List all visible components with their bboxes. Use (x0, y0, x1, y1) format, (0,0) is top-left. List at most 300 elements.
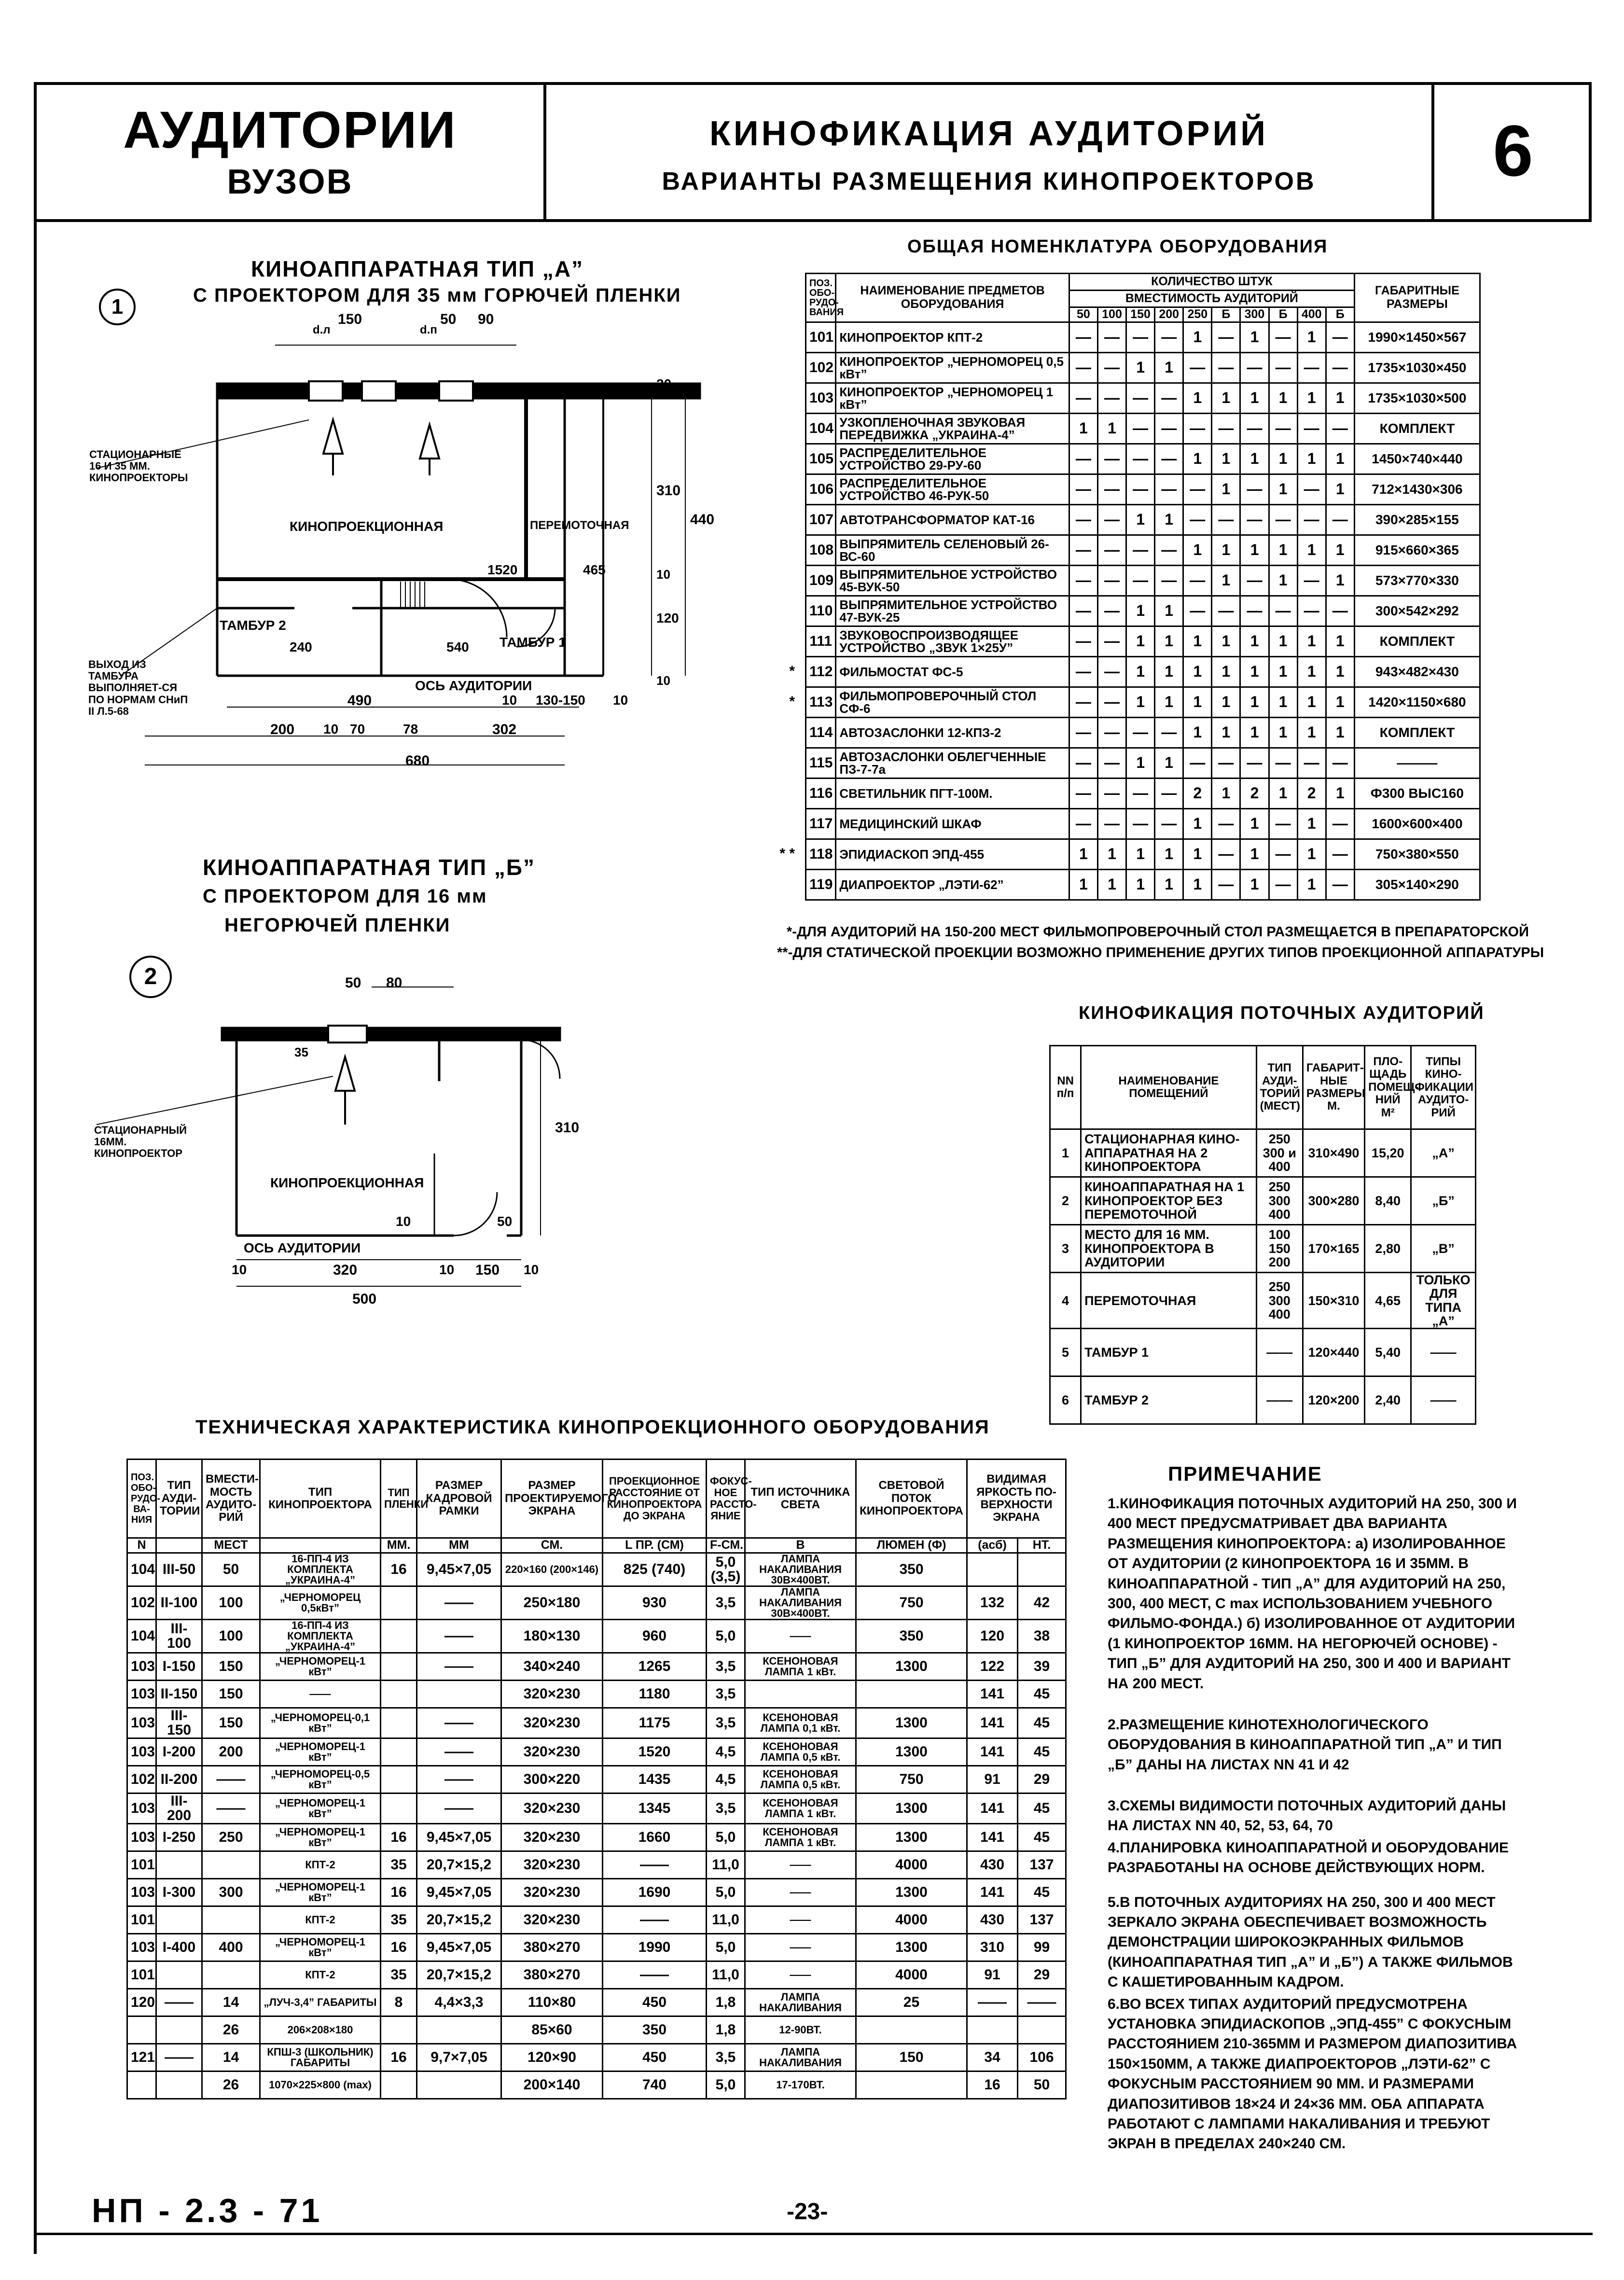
quantity-cell: 1 (1269, 474, 1297, 504)
dimension-label: 120 (656, 611, 679, 626)
data-cell (156, 1851, 202, 1878)
data-cell (381, 1653, 417, 1680)
quantity-cell: — (1269, 596, 1297, 626)
sheet-number: 6 (1493, 110, 1533, 191)
plan-a-room-vestibule-2: ТАМБУР 2 (220, 618, 286, 633)
notes-title: ПРИМЕЧАНИЕ (1168, 1462, 1322, 1485)
plan-a-drawing (82, 309, 709, 796)
data-cell: III-150 (156, 1708, 202, 1738)
data-cell: „ЧЕРНОМОРЕЦ-1 кВт” (260, 1653, 381, 1680)
dimension-label: 680 (405, 753, 430, 769)
data-cell (381, 2016, 417, 2044)
dimensions-cell: 305×140×290 (1354, 869, 1480, 900)
quantity-cell: — (1212, 808, 1240, 839)
column-header: ТИП ИСТОЧНИКА СВЕТА (745, 1460, 856, 1538)
column-header: СВЕТОВОЙ ПОТОК КИНОПРОЕКТОРА (856, 1460, 967, 1538)
quantity-cell: — (1126, 808, 1155, 839)
quantity-cell: 1 (1297, 535, 1326, 565)
data-cell: 137 (1018, 1906, 1066, 1933)
data-cell: 740 (603, 2071, 707, 2099)
data-cell (127, 2071, 156, 2099)
data-cell: 1175 (603, 1708, 707, 1738)
data-cell: 350 (856, 1619, 967, 1653)
position-cell: 115 (806, 748, 836, 778)
data-cell: 141 (967, 1878, 1018, 1906)
table-row (806, 322, 1480, 352)
position-cell: 109 (806, 565, 836, 596)
dimensions-cell: 573×770×330 (1354, 565, 1480, 596)
position-cell: 105 (806, 444, 836, 474)
item-name-cell: ВЫПРЯМИТЕЛЬНОЕ УСТРОЙСТВО 47-ВУК-25 (836, 596, 1069, 626)
column-header: ПРОЕКЦИОННОЕ РАССТОЯНИЕ ОТ КИНОПРОЕКТОРА ДО ЭКРАНА (603, 1460, 707, 1538)
quantity-cell: 1 (1155, 596, 1183, 626)
unit-header: МЕСТ (202, 1538, 260, 1553)
quantity-cell: 1 (1240, 444, 1269, 474)
table-row (127, 1793, 1066, 1823)
data-cell: 102 (127, 1766, 156, 1793)
quantity-cell: 1 (1183, 322, 1212, 352)
table-row (806, 383, 1480, 413)
footer-page-number: -23- (787, 2199, 828, 2224)
quantity-cell: — (1069, 535, 1097, 565)
quantity-cell: 1 (1269, 687, 1297, 717)
data-cell: 1520 (603, 1738, 707, 1766)
quantity-cell: 1 (1269, 383, 1297, 413)
quantity-cell: 1 (1326, 717, 1354, 748)
data-cell: 825 (740) (603, 1553, 707, 1586)
table-row (1050, 1329, 1476, 1376)
data-cell: 8 (381, 1988, 417, 2016)
dimensions-cell: 750×380×550 (1354, 839, 1480, 869)
cinema-type-cell: ТОЛЬКО ДЛЯ ТИПА „А” (1411, 1273, 1476, 1329)
data-cell: 29 (1018, 1961, 1066, 1988)
data-cell: 750 (856, 1586, 967, 1619)
data-cell: „ЧЕРНОМОРЕЦ-1 кВт” (260, 1793, 381, 1823)
data-cell: 50 (1018, 2071, 1066, 2099)
data-cell: „ЧЕРНОМОРЕЦ-1 кВт” (260, 1738, 381, 1766)
footer-rule (34, 2233, 1593, 2235)
dimension-label: d.п (420, 323, 437, 336)
data-cell: КПТ-2 (260, 1906, 381, 1933)
data-cell: КСЕНОНОВАЯ ЛАМПА 1 кВт. (745, 1823, 856, 1851)
data-cell: 750 (856, 1766, 967, 1793)
column-header: ТИПЫ КИНО-ФИКАЦИИ АУДИТО-РИЙ (1411, 1046, 1476, 1129)
item-name-cell: КИНОПРОЕКТОР „ЧЕРНОМОРЕЦ 0,5 кВт” (836, 352, 1069, 383)
quantity-cell: — (1212, 352, 1240, 383)
unit-header: ЛЮМЕН (Ф) (856, 1538, 967, 1553)
quantity-cell: 1 (1183, 383, 1212, 413)
data-cell: 26 (202, 2071, 260, 2099)
data-cell: 340×240 (501, 1653, 603, 1680)
quantity-cell: — (1326, 869, 1354, 900)
data-cell: „ЧЕРНОМОРЕЦ-0,5 кВт” (260, 1766, 381, 1793)
data-cell: 4000 (856, 1851, 967, 1878)
data-cell: —— (260, 1680, 381, 1708)
data-cell: 11,0 (707, 1851, 745, 1878)
unit-header (156, 1538, 202, 1553)
quantity-cell: 1 (1297, 322, 1326, 352)
data-cell: 45 (1018, 1823, 1066, 1851)
data-cell: 9,45×7,05 (417, 1878, 501, 1906)
plan-a-room-rewind: ПЕРЕМОТОЧНАЯ (530, 519, 629, 532)
data-cell: 1180 (603, 1680, 707, 1708)
quantity-cell: — (1212, 413, 1240, 444)
data-cell: 320×230 (501, 1851, 603, 1878)
dimension-label: 35 (294, 1045, 308, 1059)
quantity-cell: 1 (1240, 808, 1269, 839)
data-cell: КСЕНОНОВАЯ ЛАМПА 0,5 кВт. (745, 1738, 856, 1766)
data-cell (417, 1680, 501, 1708)
data-cell: 122 (967, 1653, 1018, 1680)
item-name-cell: ЭПИДИАСКОП ЭПД-455 (836, 839, 1069, 869)
unit-header: В (745, 1538, 856, 1553)
quantity-cell: 1 (1240, 717, 1269, 748)
tech-table-title: ТЕХНИЧЕСКАЯ ХАРАКТЕРИСТИКА КИНОПРОЕКЦИОННОГО ОБОРУДОВАНИЯ (195, 1417, 990, 1438)
quantity-cell: — (1297, 413, 1326, 444)
data-cell: II-100 (156, 1586, 202, 1619)
quantity-cell: — (1155, 808, 1183, 839)
quantity-cell: — (1269, 748, 1297, 778)
quantity-cell: — (1212, 839, 1240, 869)
dimensions-cell: 310×490 (1303, 1129, 1364, 1177)
dimensions-cell: 1735×1030×450 (1354, 352, 1480, 383)
quantity-cell: 1 (1212, 383, 1240, 413)
table-row (127, 2044, 1066, 2071)
dimensions-cell: 120×200 (1303, 1376, 1364, 1424)
table-row (1050, 1225, 1476, 1273)
unit-header: СМ. (501, 1538, 603, 1553)
data-cell: 26 (202, 2016, 260, 2044)
data-cell: 85×60 (501, 2016, 603, 2044)
data-cell: 42 (1018, 1586, 1066, 1619)
data-cell: 1300 (856, 1653, 967, 1680)
data-cell: 17-170ВТ. (745, 2071, 856, 2099)
dimension-label: 90 (478, 311, 494, 327)
quantity-cell: 1 (1126, 869, 1155, 900)
quantity-cell: — (1097, 808, 1126, 839)
data-cell: 100 (202, 1586, 260, 1619)
data-cell: 150 (202, 1708, 260, 1738)
data-cell: 3,5 (707, 1708, 745, 1738)
cinema-type-cell: —— (1411, 1329, 1476, 1376)
position-cell: 108 (806, 535, 836, 565)
room-name-cell: ТАМБУР 1 (1081, 1329, 1256, 1376)
data-cell: 1265 (603, 1653, 707, 1680)
quantity-cell: — (1097, 748, 1126, 778)
row-number-cell: 6 (1050, 1376, 1081, 1424)
quantity-cell: 1 (1126, 656, 1155, 687)
quantity-cell: 1 (1183, 626, 1212, 656)
quantity-cell: — (1069, 596, 1097, 626)
column-header: NN п/п (1050, 1046, 1081, 1129)
position-cell: 118 (806, 839, 836, 869)
plan-a-room-projection: КИНОПРОЕКЦИОННАЯ (290, 519, 444, 534)
position-cell: 102 (806, 352, 836, 383)
position-cell: 119 (806, 869, 836, 900)
data-cell: 9,45×7,05 (417, 1553, 501, 1586)
item-name-cell: СВЕТИЛЬНИК ПГТ-100М. (836, 778, 1069, 808)
quantity-cell: — (1326, 748, 1354, 778)
data-cell: 250×180 (501, 1586, 603, 1619)
data-cell: 320×230 (501, 1906, 603, 1933)
data-cell: 101 (127, 1961, 156, 1988)
data-cell: 430 (967, 1906, 1018, 1933)
data-cell: 150 (856, 2044, 967, 2071)
data-cell: 250 (202, 1823, 260, 1851)
data-cell: КСЕНОНОВАЯ ЛАМПА 0,5 кВт. (745, 1766, 856, 1793)
column-header: ПОЗ. ОБО-РУДО-ВА-НИЯ (127, 1460, 156, 1538)
data-cell: 45 (1018, 1793, 1066, 1823)
table-row (127, 1653, 1066, 1680)
quantity-cell: — (1269, 322, 1297, 352)
data-cell: ЛАМПА НАКАЛИВАНИЯ (745, 2044, 856, 2071)
data-cell: 150 (202, 1653, 260, 1680)
quantity-cell: — (1097, 596, 1126, 626)
dimensions-cell: 712×1430×306 (1354, 474, 1480, 504)
dimensions-cell: КОМПЛЕКТ (1354, 626, 1480, 656)
data-cell: 104 (127, 1619, 156, 1653)
table-row (806, 535, 1480, 565)
quantity-cell: — (1326, 504, 1354, 535)
quantity-cell: — (1326, 413, 1354, 444)
dimension-label: 35 (413, 386, 427, 401)
data-cell (156, 2016, 202, 2044)
table-row (127, 1988, 1066, 2016)
quantity-cell: 1 (1212, 687, 1240, 717)
quantity-cell: 1 (1269, 444, 1297, 474)
quantity-cell: — (1097, 778, 1126, 808)
data-cell: 4000 (856, 1961, 967, 1988)
quantity-cell: — (1269, 839, 1297, 869)
area-cell: 15,20 (1365, 1129, 1411, 1177)
data-cell (381, 1619, 417, 1653)
quantity-cell: 1 (1297, 626, 1326, 656)
dimension-label: 10 (613, 693, 628, 708)
data-cell: —— (156, 2044, 202, 2071)
footnote-marker: * (789, 694, 795, 709)
quantity-cell: — (1269, 869, 1297, 900)
dimension-label: 150 (475, 1262, 500, 1278)
quantity-cell: 1 (1240, 383, 1269, 413)
quantity-cell: 1 (1297, 839, 1326, 869)
column-header: РАЗМЕР ПРОЕКТИРУЕМОГО ЭКРАНА (501, 1460, 603, 1538)
dimension-label: 20 (656, 376, 672, 391)
row-number-cell: 1 (1050, 1129, 1081, 1177)
data-cell: 200×140 (501, 2071, 603, 2099)
room-name-cell: МЕСТО ДЛЯ 16 ММ. КИНОПРОЕКТОРА В АУДИТОРИИ (1081, 1225, 1256, 1273)
data-cell (381, 1793, 417, 1823)
cinema-type-cell: „А” (1411, 1129, 1476, 1177)
data-cell: 430 (967, 1851, 1018, 1878)
auditorium-type-cell: —— (1256, 1329, 1303, 1376)
plan-a-number-text: 1 (111, 295, 124, 319)
data-cell: II-150 (156, 1680, 202, 1708)
quantity-cell: — (1126, 565, 1155, 596)
quantity-cell: — (1155, 383, 1183, 413)
table-row (806, 504, 1480, 535)
position-cell: 110 (806, 596, 836, 626)
data-cell: 45 (1018, 1708, 1066, 1738)
data-cell: 3,5 (707, 1653, 745, 1680)
auditorium-type-cell: 250 300 400 (1256, 1177, 1303, 1225)
capacity-header: Б (1326, 307, 1354, 322)
dimension-label: 10 (656, 673, 670, 688)
table-row (127, 1933, 1066, 1961)
unit-header: L ПР. (СМ) (603, 1538, 707, 1553)
footnote-marker: * * (779, 846, 795, 862)
quantity-cell: 1 (1069, 413, 1097, 444)
column-header: РАЗМЕР КАДРОВОЙ РАМКИ (417, 1460, 501, 1538)
table-row (806, 444, 1480, 474)
tech-table (126, 1459, 1067, 2099)
plan-b-room: КИНОПРОЕКЦИОННАЯ (270, 1175, 424, 1190)
data-cell: „ЧЕРНОМОРЕЦ-1 кВт” (260, 1878, 381, 1906)
quantity-cell: — (1097, 626, 1126, 656)
item-name-cell: АВТОЗАСЛОНКИ 12-КПЗ-2 (836, 717, 1069, 748)
data-cell: 141 (967, 1680, 1018, 1708)
data-cell: КСЕНОНОВАЯ ЛАМПА 1 кВт. (745, 1793, 856, 1823)
table-row (806, 717, 1480, 748)
data-cell: 103 (127, 1933, 156, 1961)
plan-a-title: КИНОАППАРАТНАЯ ТИП „А” (251, 256, 584, 281)
data-cell: 29 (1018, 1766, 1066, 1793)
data-cell: —— (745, 1961, 856, 1988)
data-cell: 39 (1018, 1653, 1066, 1680)
data-cell: —— (417, 1708, 501, 1738)
data-cell: 5,0 (707, 1933, 745, 1961)
data-cell: 38 (1018, 1619, 1066, 1653)
row-number-cell: 3 (1050, 1225, 1081, 1273)
data-cell: I-250 (156, 1823, 202, 1851)
data-cell: —— (603, 1906, 707, 1933)
position-cell: 114 (806, 717, 836, 748)
item-name-cell: УЗКОПЛЕНОЧНАЯ ЗВУКОВАЯ ПЕРЕДВИЖКА „УКРАИНА-4” (836, 413, 1069, 444)
quantity-cell: — (1069, 717, 1097, 748)
footnote-marker: * (789, 663, 795, 679)
data-cell: 380×270 (501, 1933, 603, 1961)
quantity-cell: 1 (1212, 717, 1240, 748)
table-row (127, 1766, 1066, 1793)
dimension-label: 310 (555, 1120, 580, 1136)
quantity-cell: — (1069, 808, 1097, 839)
data-cell: 150 (202, 1680, 260, 1708)
data-cell: 180×130 (501, 1619, 603, 1653)
data-cell: 103 (127, 1708, 156, 1738)
data-cell: 16 (381, 1823, 417, 1851)
dimension-label: 10 (524, 1262, 539, 1277)
table-row (127, 1680, 1066, 1708)
row-number-cell: 2 (1050, 1177, 1081, 1225)
cinema-type-cell: —— (1411, 1376, 1476, 1424)
table-row (127, 1878, 1066, 1906)
quantity-cell: — (1126, 444, 1155, 474)
quantity-cell: — (1297, 352, 1326, 383)
table-row (806, 565, 1480, 596)
quantity-cell: — (1297, 596, 1326, 626)
data-cell: 50 (202, 1553, 260, 1586)
data-cell: 101 (127, 1906, 156, 1933)
column-header: ПЛО-ЩАДЬ ПОМЕЩ-НИЙ М² (1365, 1046, 1411, 1129)
quantity-cell: 1 (1183, 869, 1212, 900)
quantity-cell: 1 (1069, 869, 1097, 900)
dimension-label: 440 (690, 512, 715, 528)
data-cell: —— (745, 1619, 856, 1653)
data-cell: 35 (381, 1961, 417, 1988)
dimension-label: 150 (338, 311, 362, 327)
data-cell: 141 (967, 1708, 1018, 1738)
quantity-cell: — (1155, 717, 1183, 748)
column-header: ГАБАРИТНЫЕ РАЗМЕРЫ (1354, 274, 1480, 322)
quantity-cell: 1 (1326, 565, 1354, 596)
quantity-cell: — (1183, 565, 1212, 596)
data-cell: —— (417, 1653, 501, 1680)
quantity-cell: — (1212, 322, 1240, 352)
data-cell: 320×230 (501, 1738, 603, 1766)
data-cell: —— (417, 1738, 501, 1766)
plan-b-projector-label: СТАЦИОНАРНЫЙ 16ММ. КИНОПРОЕКТОР (94, 1124, 187, 1160)
quantity-cell: 1 (1126, 748, 1155, 778)
item-name-cell: ФИЛЬМОПРОВЕРОЧНЫЙ СТОЛ СФ-6 (836, 687, 1069, 717)
dimensions-cell: 1990×1450×567 (1354, 322, 1480, 352)
data-cell (381, 1766, 417, 1793)
quantity-cell: — (1069, 474, 1097, 504)
quantity-cell: — (1155, 778, 1183, 808)
data-cell (967, 1553, 1018, 1586)
data-cell: 4,4×3,3 (417, 1988, 501, 2016)
unit-header: НТ. (1018, 1538, 1066, 1553)
capacity-header: 50 (1069, 307, 1097, 322)
dimension-label: 80 (386, 975, 403, 991)
quantity-cell: — (1240, 596, 1269, 626)
data-cell: 16 (381, 2044, 417, 2071)
quantity-cell: — (1069, 565, 1097, 596)
data-cell: 141 (967, 1823, 1018, 1851)
row-number-cell: 5 (1050, 1329, 1081, 1376)
quantity-cell: — (1212, 504, 1240, 535)
data-cell: 450 (603, 2044, 707, 2071)
data-cell (1018, 1553, 1066, 1586)
data-cell: 103 (127, 1793, 156, 1823)
data-cell: —— (202, 1793, 260, 1823)
quantity-cell: — (1326, 352, 1354, 383)
quantity-cell: 1 (1240, 839, 1269, 869)
dimension-label: 10 (439, 1262, 455, 1277)
plan-a-exit-note: ВЫХОД ИЗ ТАМБУРА ВЫПОЛНЯЕТ-СЯ ПО НОРМАМ СНиП II Л.5-68 (88, 658, 188, 717)
item-name-cell: АВТОТРАНСФОРМАТОР КАТ-16 (836, 504, 1069, 535)
dimensions-cell: 170×165 (1303, 1225, 1364, 1273)
data-cell: 300×220 (501, 1766, 603, 1793)
data-cell: 1690 (603, 1878, 707, 1906)
quantity-cell: — (1326, 839, 1354, 869)
data-cell: 320×230 (501, 1708, 603, 1738)
data-cell: 16 (967, 2071, 1018, 2099)
item-name-cell: АВТОЗАСЛОНКИ ОБЛЕГЧЕННЫЕ ПЗ-7-7а (836, 748, 1069, 778)
quantity-cell: 1 (1240, 869, 1269, 900)
data-cell: 16-ПП-4 ИЗ КОМПЛЕКТА „УКРАИНА-4” (260, 1553, 381, 1586)
data-cell: 1435 (603, 1766, 707, 1793)
quantity-cell: 1 (1126, 839, 1155, 869)
data-cell: КСЕНОНОВАЯ ЛАМПА 0,1 кВт. (745, 1708, 856, 1738)
quantity-cell: — (1212, 869, 1240, 900)
data-cell: 100 (202, 1619, 260, 1653)
data-cell: 141 (967, 1738, 1018, 1766)
data-cell: 320×230 (501, 1878, 603, 1906)
data-cell: 400 (202, 1933, 260, 1961)
data-cell: III-50 (156, 1553, 202, 1586)
title-block (34, 82, 1592, 222)
quantity-cell: — (1183, 504, 1212, 535)
quantity-cell: — (1326, 596, 1354, 626)
